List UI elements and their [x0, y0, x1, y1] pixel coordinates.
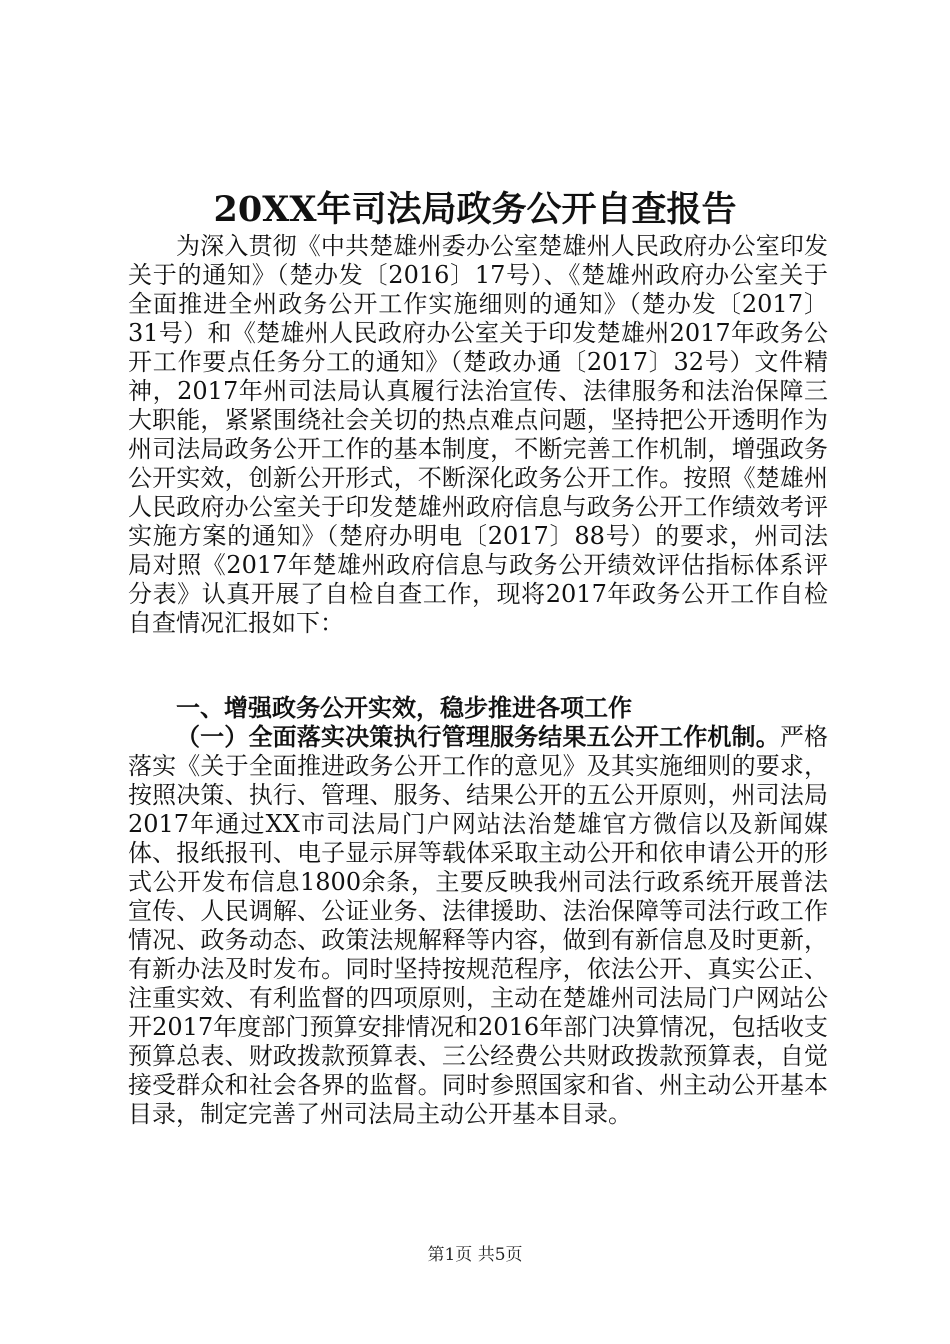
- page-number-footer: 第1页 共5页: [427, 1245, 523, 1265]
- subsection-heading: （一）全面落实决策执行管理服务结果五公开工作机制。: [176, 723, 780, 751]
- section-body-text: 严格落实《关于全面推进政务公开工作的意见》及其实施细则的要求，按照决策、执行、管理、服务、结果公开的五公开原则，州司法局2017年通过XX市司法局门户网站法治楚雄官方微信以及新闻媒体、报纸报刊、电子显示屏等载体采取主动公开和依申请公开的形式公开发布信息1800余条，主要反映我州司法行政系统开展普法宣传、人民调解、公证业务、法律援助、法治保障等司法行政工作情况、政务动态、政策法规解释等内容，做到有新信息及时更新，有新办法及时发布。同时坚持按规范程序，依法公开、真实公正、注重实效、有利监督的四项原则，主动在楚雄州司法局门户网站公开2017年度部门预算安排情况和2016年部门决算情况，包括收支预算总表、财政拨款预算表、三公经费公共财政拨款预算表，自觉接受群众和社会各界的监督。同时参照国家和省、州主动公开基本目录，制定完善了州司法局主动公开基本目录。: [128, 723, 829, 1128]
- section-heading: 一、增强政务公开实效，稳步推进各项工作: [176, 694, 632, 722]
- section-paragraph: [128, 723, 828, 1129]
- document-title: 20XX年司法局政务公开自查报告: [213, 189, 737, 230]
- intro-paragraph: 为深入贯彻《中共楚雄州委办公室楚雄州人民政府办公室印发关于的通知》（楚办发〔2016〕17号）、《楚雄州政府办公室关于全面推进全州政务公开工作实施细则的通知》（楚办发〔2017〕31号）和《楚雄州人民政府办公室关于印发楚雄州2017年政务公开工作要点任务分工的通知》（楚政办通〔2017〕32号）文件精神，2017年州司法局认真履行法治宣传、法律服务和法治保障三大职能，紧紧围绕社会关切的热点难点问题，坚持把公开透明作为州司法局政务公开工作的基本制度，不断完善工作机制，增强政务公开实效，创新公开形式，不断深化政务公开工作。按照《楚雄州人民政府办公室关于印发楚雄州政府信息与政务公开工作绩效考评实施方案的通知》（楚府办明电〔2017〕88号）的要求，州司法局对照《2017年楚雄州政府信息与政务公开绩效评估指标体系评分表》认真开展了自检自查工作，现将2017年政务公开工作自检自查情况汇报如下：: [128, 232, 828, 637]
